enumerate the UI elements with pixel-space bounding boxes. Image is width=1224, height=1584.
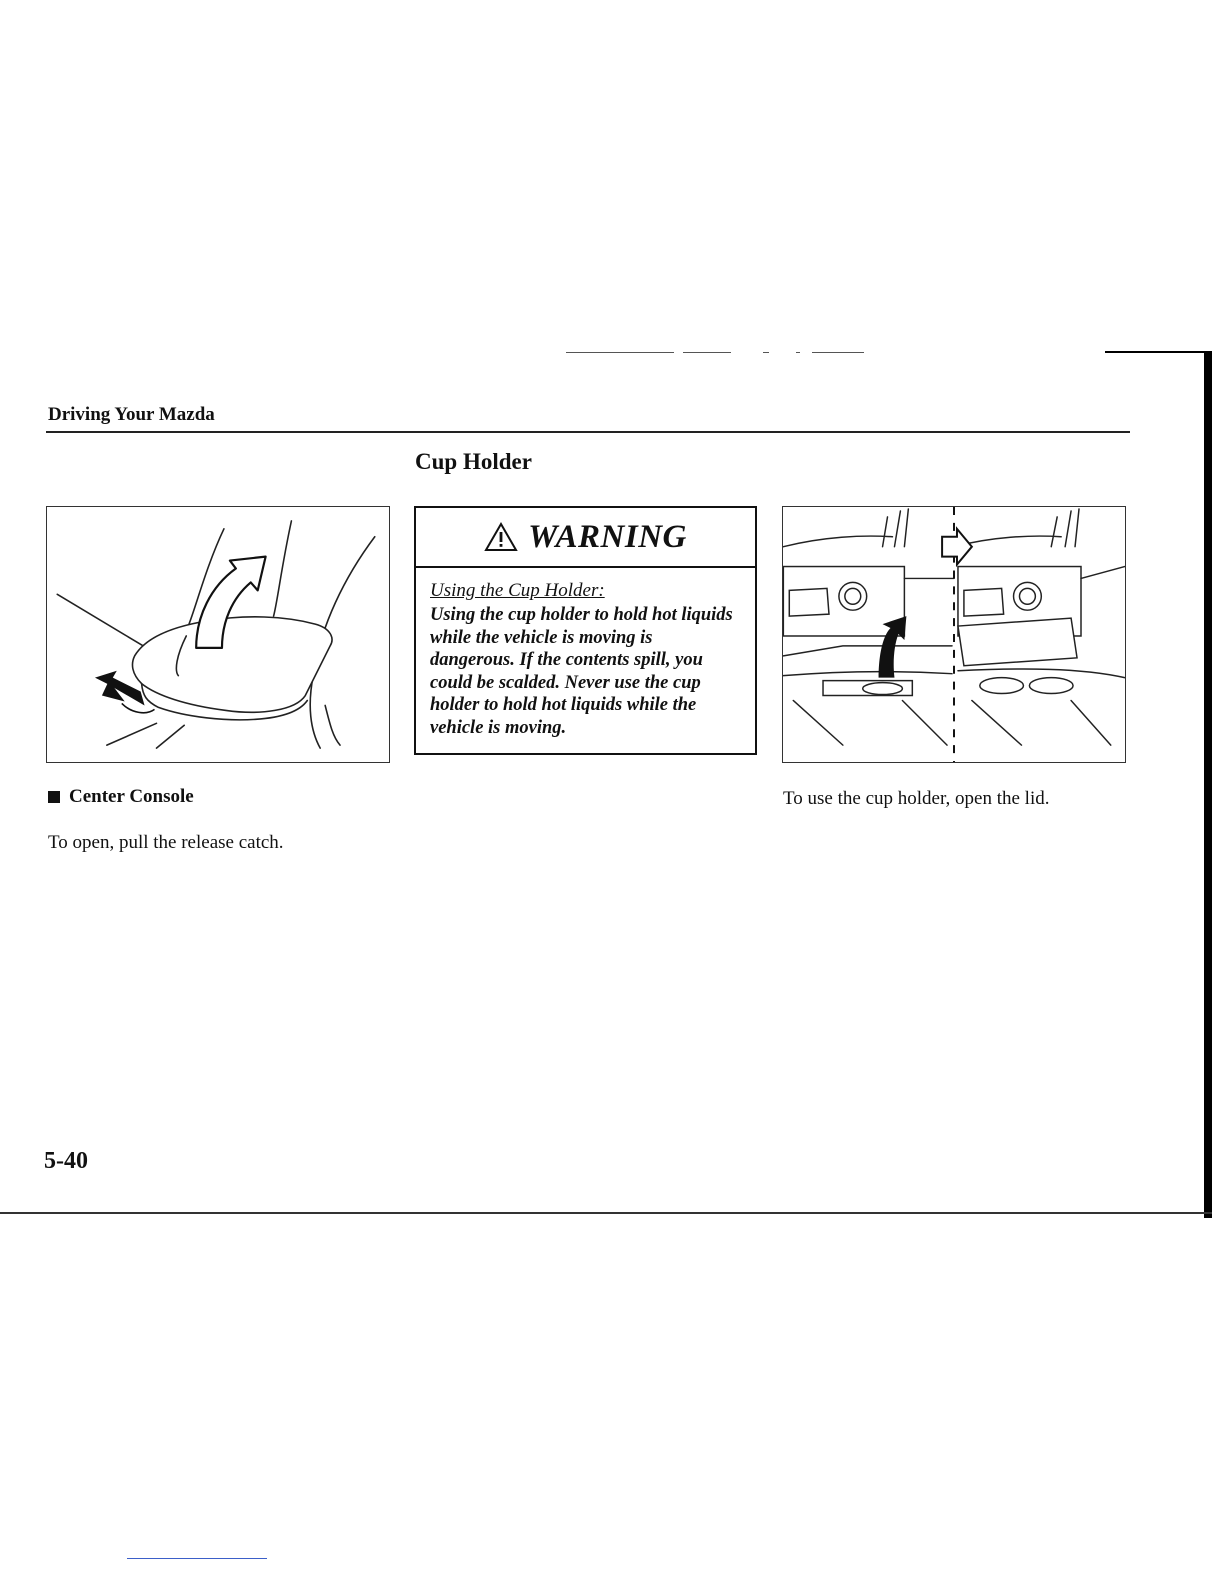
- scan-artifact: [127, 1558, 267, 1559]
- page-edge-bar: [1204, 352, 1212, 1218]
- warning-title: WARNING: [528, 518, 687, 555]
- page-number: 5-40: [44, 1148, 88, 1174]
- scan-artifact: [1105, 351, 1212, 353]
- header-rule: [46, 431, 1130, 433]
- footer-rule: [0, 1212, 1212, 1214]
- scan-artifact: [683, 352, 731, 353]
- bullet-square-icon: [48, 791, 60, 803]
- warning-box: [414, 506, 757, 755]
- center-console-illustration: [47, 507, 389, 762]
- scan-artifact: [566, 352, 674, 353]
- warning-header: [416, 508, 755, 568]
- warning-text: Using the cup holder to hold hot liquids while the vehicle is moving is dangerous. If the contents spill, you could be scalded. Never use the cup holder to hold hot liquids while the vehicle is moving.: [430, 605, 733, 738]
- cup-holder-figure: [782, 506, 1126, 763]
- center-console-text: To open, pull the release catch.: [48, 832, 284, 853]
- center-console-heading: [48, 786, 194, 808]
- running-header: Driving Your Mazda: [48, 404, 215, 425]
- scan-artifact: [812, 352, 864, 353]
- scan-artifact: [763, 352, 769, 353]
- center-console-figure: [46, 506, 390, 763]
- scan-artifact: [796, 352, 800, 353]
- section-title: Cup Holder: [415, 449, 532, 474]
- cup-holder-illustration: [783, 507, 1125, 762]
- cup-holder-caption: To use the cup holder, open the lid.: [783, 788, 1050, 809]
- warning-triangle-icon: [484, 522, 518, 552]
- warning-subheading: Using the Cup Holder:: [430, 580, 605, 601]
- center-console-heading-text: Center Console: [69, 786, 194, 807]
